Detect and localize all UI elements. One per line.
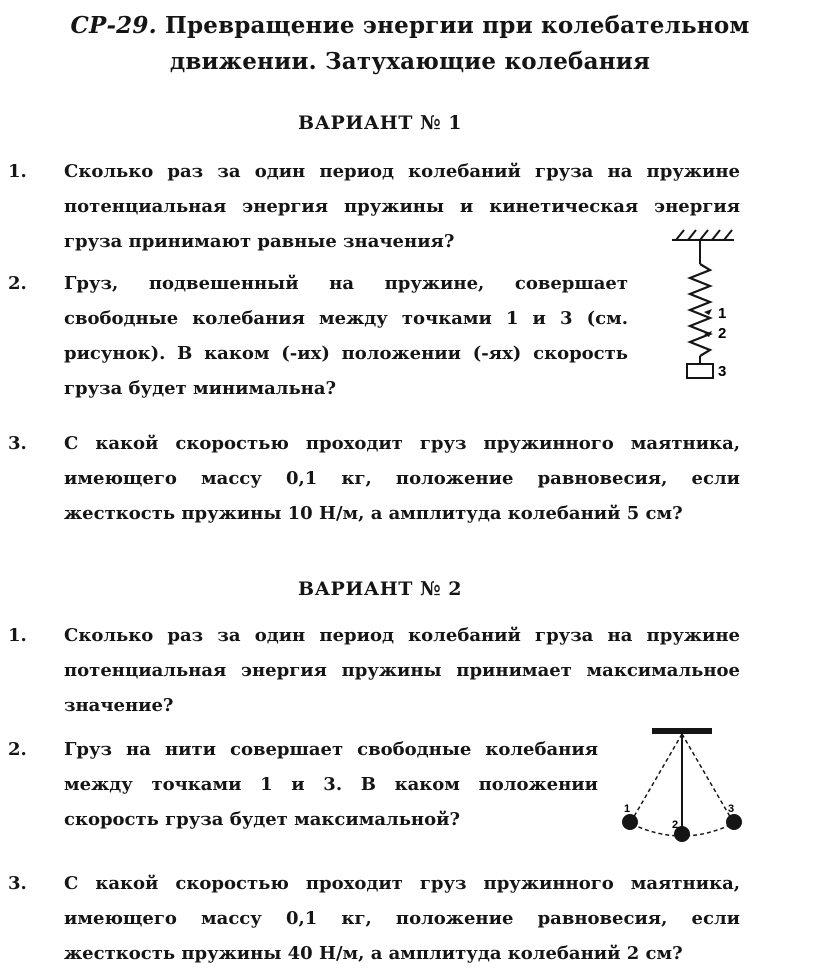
v2-question-1 [8, 618, 740, 723]
point-label-3: 3 [718, 363, 727, 380]
question-number: 2. [8, 739, 27, 760]
question-text: Сколько раз за один период колебаний груза на пружине потенциальная энергия пружины и кинетическая энергия груза принимают равные значения? [64, 161, 740, 252]
v2-question-3 [8, 866, 740, 971]
question-text: Сколько раз за один период колебаний груза на пружине потенциальная энергия пружины принимает максимальное значение? [64, 625, 740, 716]
point-label-3: 3 [728, 803, 735, 815]
ceiling-hatch [672, 230, 734, 240]
variant-1-heading: ВАРИАНТ № 1 [298, 112, 462, 134]
page-title [60, 8, 760, 80]
question-number: 1. [8, 625, 27, 646]
thread-pendulum-figure [610, 724, 760, 854]
point-label-1: 1 [624, 803, 631, 815]
thread-right [682, 734, 735, 820]
v1-question-2 [8, 266, 628, 406]
point-label-2: 2 [672, 819, 679, 831]
title-text-1: Превращение энергии при колебательном [165, 12, 750, 39]
load-block [687, 364, 713, 378]
title-line-1 [60, 8, 760, 44]
question-number: 1. [8, 161, 27, 182]
v1-question-1 [8, 154, 740, 259]
title-line-2: движении. Затухающие колебания [169, 48, 651, 75]
question-text: С какой скоростью проходит груз пружинного маятника, имеющего массу 0,1 кг, положение равновесия, если жесткость пружины 40 Н/м, а амплитуда колебаний 2 см? [64, 873, 740, 964]
bob-position-3 [726, 814, 742, 830]
spring-pendulum-figure [660, 226, 750, 386]
question-number: 3. [8, 433, 27, 454]
marker-1 [704, 309, 712, 315]
question-text: Груз на нити совершает свободные колебания между точками 1 и 3. В каком положении скорость груза будет максимальной? [64, 739, 598, 830]
v1-question-3 [8, 426, 740, 531]
point-label-2: 2 [718, 325, 727, 342]
worksheet-code: СР-29. [70, 12, 157, 39]
question-text: Груз, подвешенный на пружине, совершает свободные колебания между точками 1 и 3 (см. рисунок). В каком (-их) положении (-ях) скорость груза будет минимальна? [64, 273, 628, 399]
suspension-bar [652, 728, 712, 734]
variant-2-heading: ВАРИАНТ № 2 [298, 578, 462, 600]
spring-coil [690, 264, 710, 356]
v2-question-2 [8, 732, 598, 837]
thread-left [632, 734, 682, 820]
question-number: 2. [8, 273, 27, 294]
question-text: С какой скоростью проходит груз пружинного маятника, имеющего массу 0,1 кг, положение равновесия, если жесткость пружины 10 Н/м, а амплитуда колебаний 5 см? [64, 433, 740, 524]
question-number: 3. [8, 873, 27, 894]
point-label-1: 1 [718, 305, 727, 322]
bob-position-1 [622, 814, 638, 830]
